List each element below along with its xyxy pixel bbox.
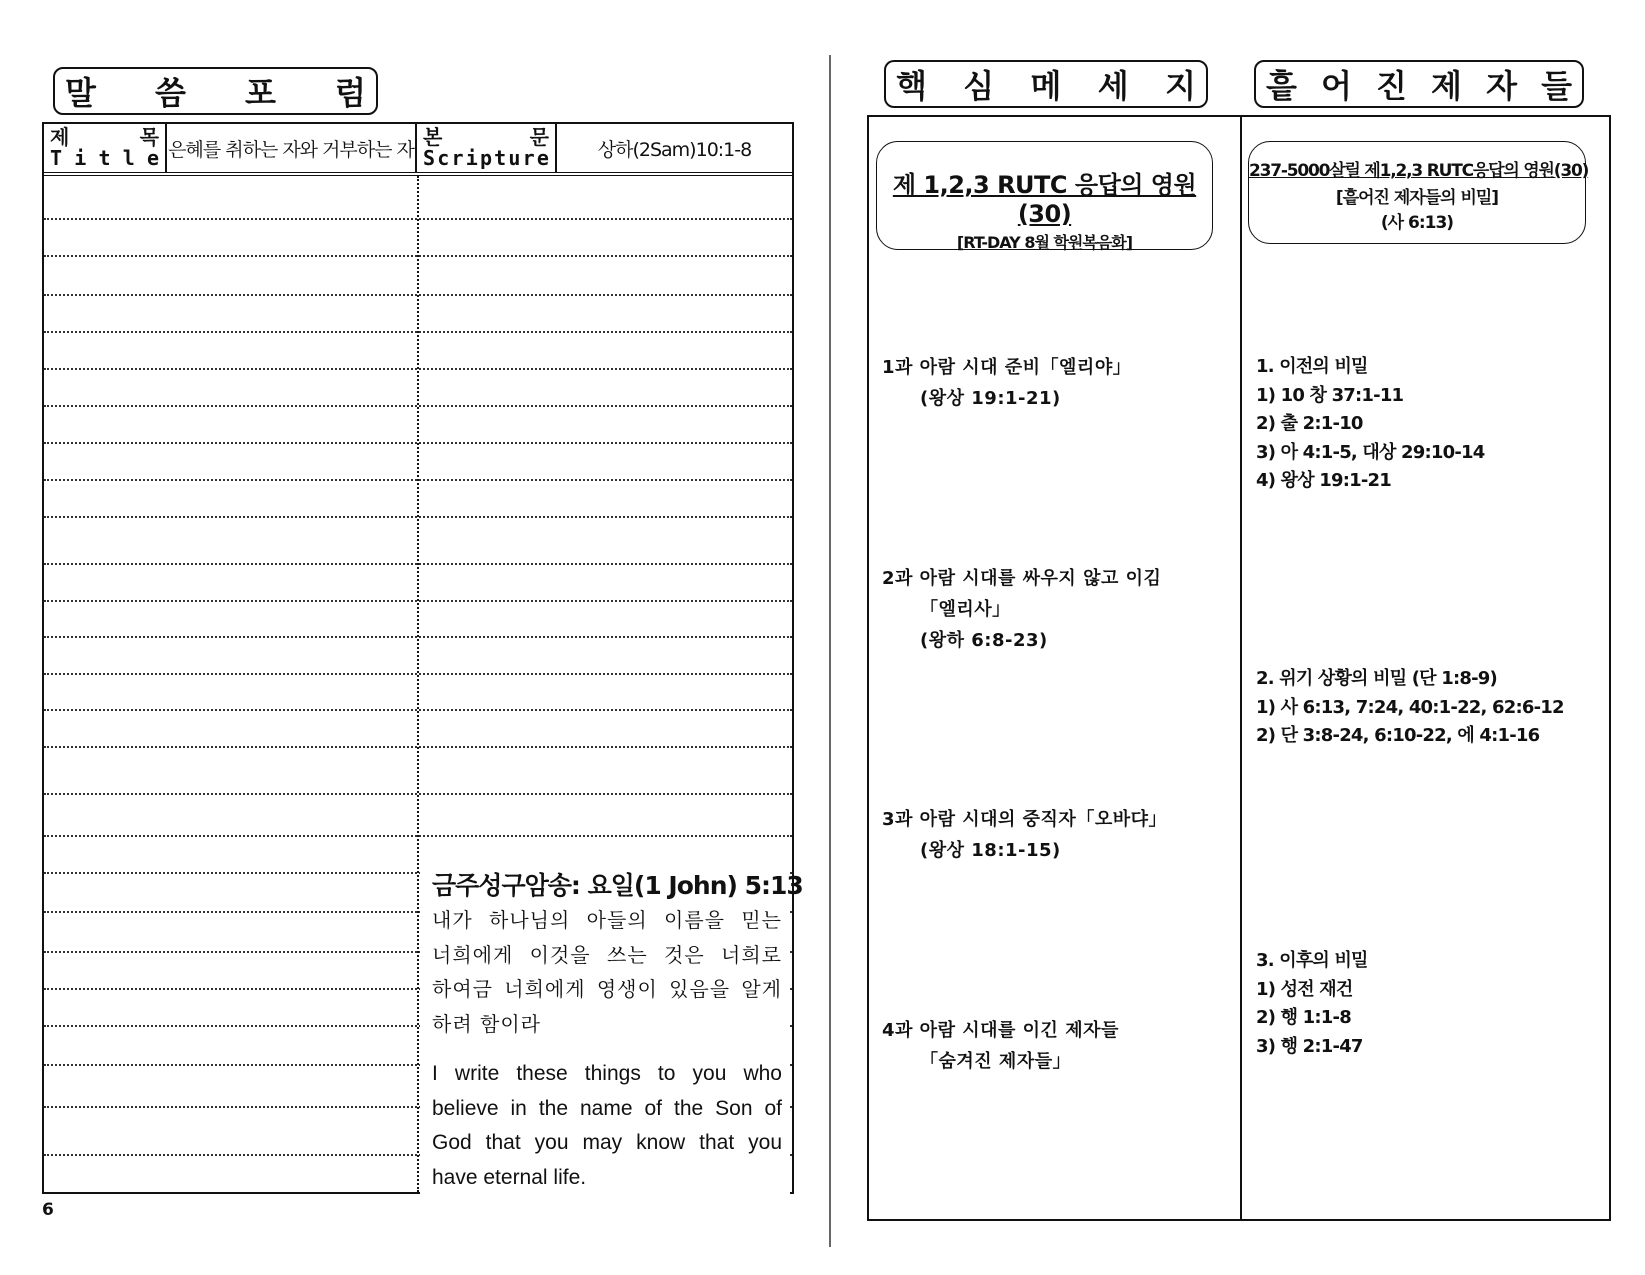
header-char: 심 [963, 67, 995, 105]
note-line [44, 709, 792, 711]
sermon-title: 은혜를 취하는 자와 거부하는 자 [167, 124, 417, 172]
note-line [44, 368, 792, 370]
note-line [44, 294, 792, 296]
note-line [44, 835, 792, 837]
note-line [44, 331, 792, 333]
memory-verse [420, 869, 803, 1195]
scripture-label-en: r [451, 146, 464, 170]
lesson-title: 2과 아람 시대를 싸우지 않고 이김 [882, 568, 1162, 589]
note-line [44, 746, 792, 748]
outline-section [1256, 665, 1564, 751]
outline-heading: 3. 이후의 비밀 [1256, 950, 1368, 971]
scattered-disciples-subtitle: [흩어진 제자들의 비밀] [1335, 188, 1499, 208]
scattered-disciples-title: 237-5000살릴 제1,2,3 RUTC응답의 영원(30) [1249, 161, 1589, 181]
lesson-reference: (왕하 6:8-23) [920, 630, 1048, 651]
table-header-row [44, 124, 792, 176]
page-number: 6 [42, 1200, 54, 1220]
header-char: 럼 [335, 74, 366, 112]
note-line [44, 516, 792, 518]
left-page-header [53, 67, 378, 115]
header-char: 세 [1097, 67, 1129, 105]
lesson-subtitle: 「숨겨진 제자들」 [920, 1051, 1072, 1072]
header-char: 진 [1376, 67, 1407, 105]
header-char: 어 [1321, 67, 1352, 105]
outline-item: 3) 행 2:1-47 [1256, 1035, 1363, 1057]
scripture-label-en: i [465, 146, 478, 170]
lesson-title: 3과 아람 시대의 중직자「오바댜」 [882, 809, 1167, 830]
outline-item: 2) 행 1:1-8 [1256, 1007, 1351, 1028]
note-line [44, 793, 792, 795]
scripture-label [417, 124, 557, 172]
header-char: 씀 [155, 74, 186, 112]
scripture-label-en: c [437, 146, 450, 170]
lesson-title: 1과 아람 시대 준비「엘리야」 [882, 357, 1132, 378]
header-char: 핵 [896, 67, 927, 105]
title-label-ko: 제 [50, 125, 70, 149]
note-line [44, 563, 792, 565]
note-line [44, 442, 792, 444]
note-line [44, 479, 792, 481]
lesson-reference: (왕상 18:1-15) [920, 840, 1061, 861]
verse-line: 너희에게 이것을 쓰는 것은 너희로 [432, 942, 782, 967]
scripture-label-en: t [494, 146, 507, 170]
core-message-header [884, 60, 1208, 108]
note-line [44, 405, 792, 407]
outline-item: 1) 사 6:13, 7:24, 40:1-22, 62:6-12 [1256, 696, 1564, 718]
scripture-label-ko: 본 [423, 125, 443, 149]
title-label-ko: 목 [139, 125, 159, 149]
header-char: 자 [1486, 67, 1517, 105]
core-message-topic [876, 141, 1213, 250]
header-char: 제 [1431, 67, 1462, 105]
note-line [44, 600, 792, 602]
title-label-en: l [122, 146, 135, 170]
scattered-disciples-header [1254, 60, 1584, 108]
sermon-notes-table [42, 122, 803, 1194]
title-label-en: e [146, 146, 159, 170]
outline-heading: 2. 위기 상황의 비밀 (단 1:8-9) [1256, 668, 1497, 689]
lesson-subtitle: 「엘리사」 [920, 599, 1011, 620]
scripture-label-ko: 문 [529, 125, 549, 149]
lesson-title: 4과 아람 시대를 이긴 제자들 [882, 1020, 1119, 1041]
outline-item: 4) 왕상 19:1-21 [1256, 470, 1391, 491]
header-char: 말 [65, 74, 96, 112]
scripture-reference: 상하(2Sam)10:1-8 [597, 138, 752, 161]
title-label-en: t [98, 146, 111, 170]
header-char: 들 [1541, 67, 1572, 105]
verse-line: 하려 함이라 [432, 1011, 541, 1036]
lesson-item [882, 563, 1161, 656]
scripture-label-en: e [536, 146, 549, 170]
outline-item: 2) 단 3:8-24, 6:10-22, 에 4:1-16 [1256, 725, 1540, 746]
header-char: 지 [1165, 67, 1196, 105]
memory-verse-english: I write these things to you who believe in the name of the Son of God that you may know that you have eternal life. [432, 1062, 782, 1189]
right-page-column-divider [1240, 115, 1242, 1221]
outline-section [1256, 947, 1368, 1061]
scripture-label-en: p [479, 146, 492, 170]
scripture-label-en: u [508, 146, 521, 170]
header-char: 흩 [1266, 67, 1297, 105]
scripture-label-en: r [522, 146, 535, 170]
outline-heading: 1. 이전의 비밀 [1256, 356, 1368, 377]
note-line [44, 673, 792, 675]
note-line [44, 255, 792, 257]
verse-line: 내가 하나님의 아들의 이름을 믿는 [432, 908, 782, 932]
outline-item: 3) 아 4:1-5, 대상 29:10-14 [1256, 441, 1485, 463]
outline-section [1256, 353, 1484, 496]
title-label-en: T [50, 146, 63, 170]
header-char: 메 [1030, 67, 1062, 105]
verse-line: 하여금 너희에게 영생이 있음을 알게 [432, 977, 782, 1001]
lesson-item [882, 352, 1131, 414]
outline-item: 1) 성전 재건 [1256, 978, 1353, 1000]
note-line [44, 218, 792, 220]
core-message-subtitle: [RT-DAY 8월 학원복음화] [956, 233, 1133, 252]
core-message-title: 제 1,2,3 RUTC 응답의 영원 (30) [892, 171, 1197, 228]
memory-verse-korean [432, 903, 782, 1041]
page-spine [829, 55, 831, 1247]
title-label [44, 124, 167, 172]
column-divider [417, 176, 419, 1192]
scripture-label-en: S [423, 146, 436, 170]
outline-item: 1) 10 창 37:1-11 [1256, 384, 1404, 406]
outline-item: 2) 출 2:1-10 [1256, 413, 1363, 434]
lesson-reference: (왕상 19:1-21) [920, 388, 1061, 409]
header-char: 포 [245, 74, 276, 112]
lesson-item [882, 1015, 1119, 1077]
note-line [44, 636, 792, 638]
title-label-en: i [74, 146, 87, 170]
scattered-disciples-reference: (사 6:13) [1380, 213, 1454, 233]
lesson-item [882, 804, 1167, 866]
memory-verse-title: 금주성구암송: 요일(1 John) 5:13 [432, 871, 803, 900]
scattered-disciples-topic [1248, 141, 1589, 244]
